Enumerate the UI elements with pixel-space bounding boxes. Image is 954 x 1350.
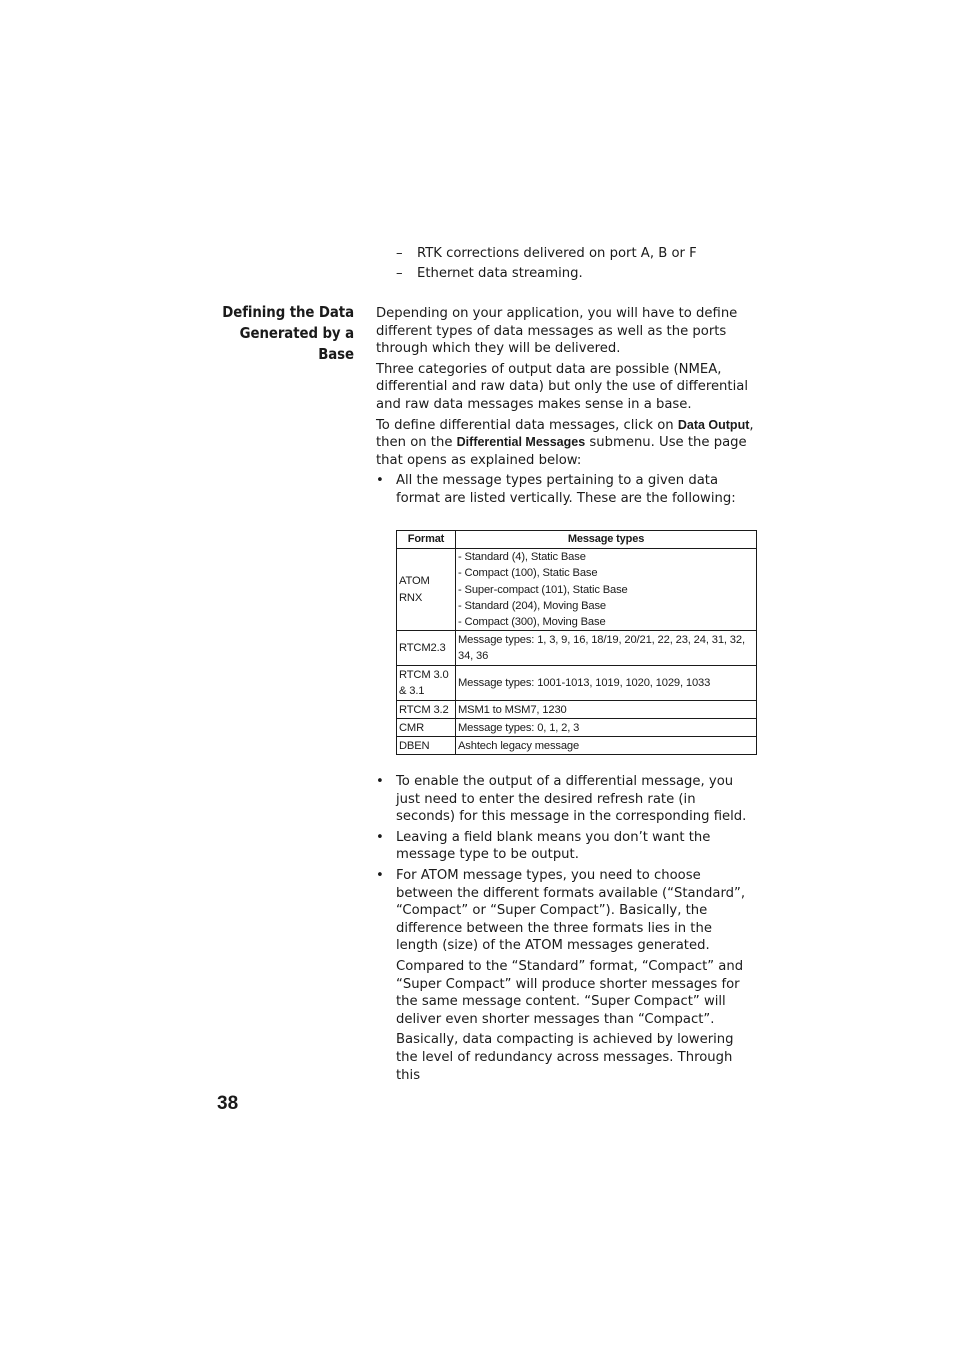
bullet-list: [376, 773, 758, 1084]
types-cell: Message types: 0, 1, 2, 3: [456, 719, 757, 737]
format-cell: RTCM 3.2: [397, 701, 456, 719]
table-header-row: [397, 531, 757, 549]
cell-line: - Standard (4), Static Base: [458, 551, 586, 563]
table-row: [397, 549, 757, 631]
paragraph-text: , then on the: [376, 417, 754, 451]
heading-line: Generated by a: [239, 324, 354, 342]
cell-line: RTCM 3.0: [399, 669, 449, 682]
intro-dash-list: [396, 245, 776, 285]
paragraph: Basically, data compacting is achieved by lowering the level of redundancy across messages. Through this: [396, 1032, 734, 1083]
table-row: [397, 719, 757, 737]
format-cell: DBEN: [397, 737, 456, 755]
header-format: Format: [397, 531, 456, 549]
paragraph-text: To define differential data messages, click on: [376, 417, 678, 433]
types-cell: Message types: 1, 3, 9, 16, 18/19, 20/21, 22, 23, 24, 31, 32, 34, 36: [456, 631, 757, 666]
types-cell: [456, 549, 757, 631]
list-item: • All the message types pertaining to a given data format are listed vertically. These are the following:: [376, 472, 758, 507]
heading-line: Defining the Data: [222, 303, 354, 321]
paragraph: Compared to the “Standard” format, “Compact” and “Super Compact” will produce shorter messages for the same message content. “Super Compact” will deliver even shorter messages than “Compact”.: [396, 958, 744, 1027]
cell-line: - Compact (300), Moving Base: [458, 616, 606, 629]
types-cell: Ashtech legacy message: [456, 737, 757, 755]
ui-term-data-output: Data Output: [677, 417, 750, 432]
bullets-after-table: [376, 773, 758, 1087]
page-number: 38: [217, 1093, 239, 1114]
format-cell: RTCM2.3: [397, 631, 456, 666]
table-row: [397, 737, 757, 755]
cell-line: ATOM: [399, 575, 430, 588]
paragraph: [376, 417, 758, 470]
list-item: – RTK corrections delivered on port A, B or F: [396, 245, 776, 263]
list-item: • To enable the output of a differential message, you just need to enter the desired refresh rate (in seconds) for this message in the corresponding field.: [376, 773, 758, 826]
cell-line: RNX: [399, 591, 423, 604]
paragraph-text: submenu. Use the page that opens as explained below:: [376, 435, 747, 468]
paragraph: • For ATOM message types, you need to choose between the different formats available (“Standard”, “Compact” or “Super Compact”). Basically, the difference between the three formats lies in the length (size) of the ATOM messages generated.: [396, 867, 746, 954]
bullet-list: [376, 472, 758, 507]
list-item: – Ethernet data streaming.: [396, 265, 776, 283]
message-types-table: [396, 530, 757, 755]
table-row: [397, 666, 757, 701]
cell-line: - Super-compact (101), Static Base: [458, 583, 628, 596]
table-row: [397, 701, 757, 719]
list-item: [376, 867, 758, 1084]
format-cell: CMR: [397, 719, 456, 737]
types-cell: Message types: 1001-1013, 1019, 1020, 1029, 1033: [456, 666, 757, 701]
cell-line: & 3.1: [399, 685, 425, 698]
format-cell: [397, 666, 456, 701]
section-heading: [222, 302, 354, 365]
format-cell: [397, 549, 456, 631]
paragraph: Three categories of output data are possible (NMEA, differential and raw data) but only the use of differential and raw data messages makes sense in a base.: [376, 361, 748, 412]
ui-term-differential-messages: Differential Messages: [456, 435, 586, 450]
list-item: • Leaving a field blank means you don’t want the message type to be output.: [376, 829, 758, 864]
header-message-types: Message types: [456, 531, 757, 549]
cell-line: - Standard (204), Moving Base: [458, 599, 607, 612]
cell-line: - Compact (100), Static Base: [458, 567, 598, 580]
table-row: [397, 631, 757, 666]
heading-line: Base: [318, 345, 354, 363]
types-cell: MSM1 to MSM7, 1230: [456, 701, 757, 719]
section-body: [376, 305, 758, 511]
paragraph: Depending on your application, you will have to define different types of data messages as well as the ports through which they will be delivered.: [376, 306, 738, 357]
